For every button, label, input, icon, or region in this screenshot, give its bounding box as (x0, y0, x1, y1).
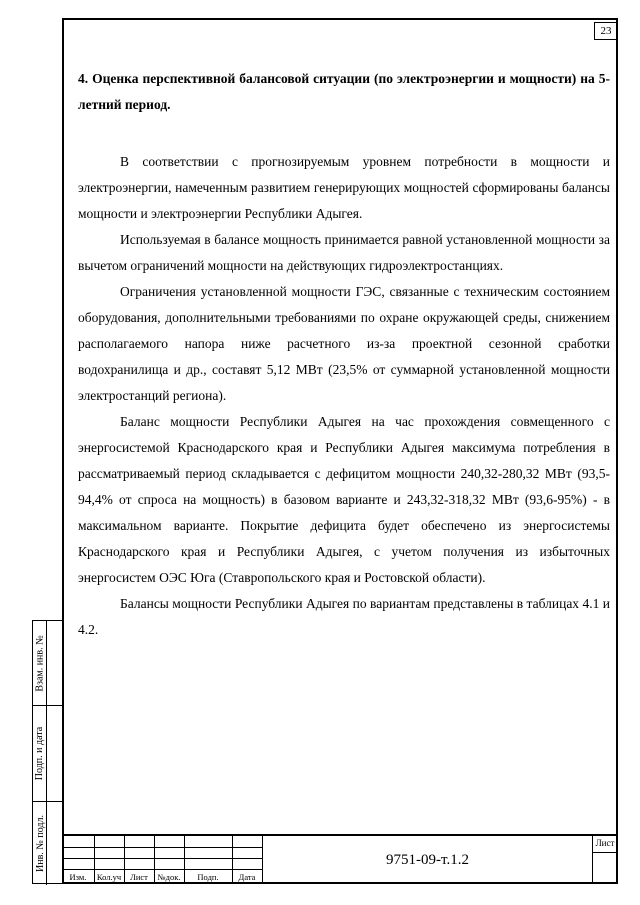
side-label-original-inventory: Инв. № подл. (34, 814, 46, 872)
paragraph-2: Используемая в балансе мощность принимается равной установленной мощности за вычетом ограничений мощности на действующих гидроэлектростанциях. (78, 232, 610, 273)
side-cell-original-inventory (33, 801, 63, 885)
title-block (62, 834, 618, 884)
grid-line (593, 852, 617, 853)
col-label-signature: Подп. (197, 872, 219, 882)
sheet-label: Лист (595, 838, 615, 848)
side-cell-signature-date (33, 705, 63, 801)
paragraph-3: Ограничения установленной мощности ГЭС, связанные с техническим состоянием оборудования, дополнительными требованиями по охране окружающей среды, снижением располагаемого напора ниже расчетного из-за проектной сезонной сработки водохранилища и др., составят 5,12 МВт (23,5% от суммарной установленной мощности электростанций региона). (78, 284, 610, 403)
paragraph-5: Балансы мощности Республики Адыгея по вариантам представлены в таблицах 4.1 и 4.2. (78, 596, 610, 637)
sheet-cell (592, 836, 616, 884)
col-label-sheet: Лист (130, 872, 148, 882)
binding-margin (32, 620, 62, 884)
col-label-date: Дата (238, 872, 256, 882)
side-label-replacement-inventory: Взам. инв. № (34, 634, 46, 692)
revision-grid (62, 836, 262, 884)
document-code: 9751-09-т.1.2 (262, 836, 592, 884)
side-cell-replacement-inventory (33, 621, 63, 705)
document-body (78, 66, 610, 643)
col-label-doc-number: №док. (157, 872, 181, 882)
col-label-change: Изм. (69, 872, 87, 882)
paragraph-4: Баланс мощности Республики Адыгея на час прохождения совмещенного с энергосистемой Краснодарского края и Республики Адыгея максимума потребления в рассматриваемый период складывается с дефицитом мощности 240,32-280,32 МВт (93,5-94,4% от спроса на мощность) в базовом варианте и 243,32-318,32 МВт (93,6-95%) - в максимальном варианте. Покрытие дефицита будет обеспечено из энергосистемы Краснодарского края и Республики Адыгея, с учетом получения из избыточных энергосистем ОЭС Юга (Ставропольского края и Ростовской области). (78, 414, 610, 585)
col-label-count: Кол.уч (96, 872, 122, 882)
side-label-signature-date: Подп. и дата (34, 726, 46, 780)
paragraph-1: В соответствии с прогнозируемым уровнем потребности в мощности и электроэнергии, намеченным развитием генерирующих мощностей сформированы балансы мощности и электроэнергии Республики Адыгея. (78, 154, 610, 221)
page-number: 23 (594, 22, 618, 40)
section-heading: 4. Оценка перспективной балансовой ситуации (по электроэнергии и мощности) на 5-летний период. (78, 71, 610, 112)
